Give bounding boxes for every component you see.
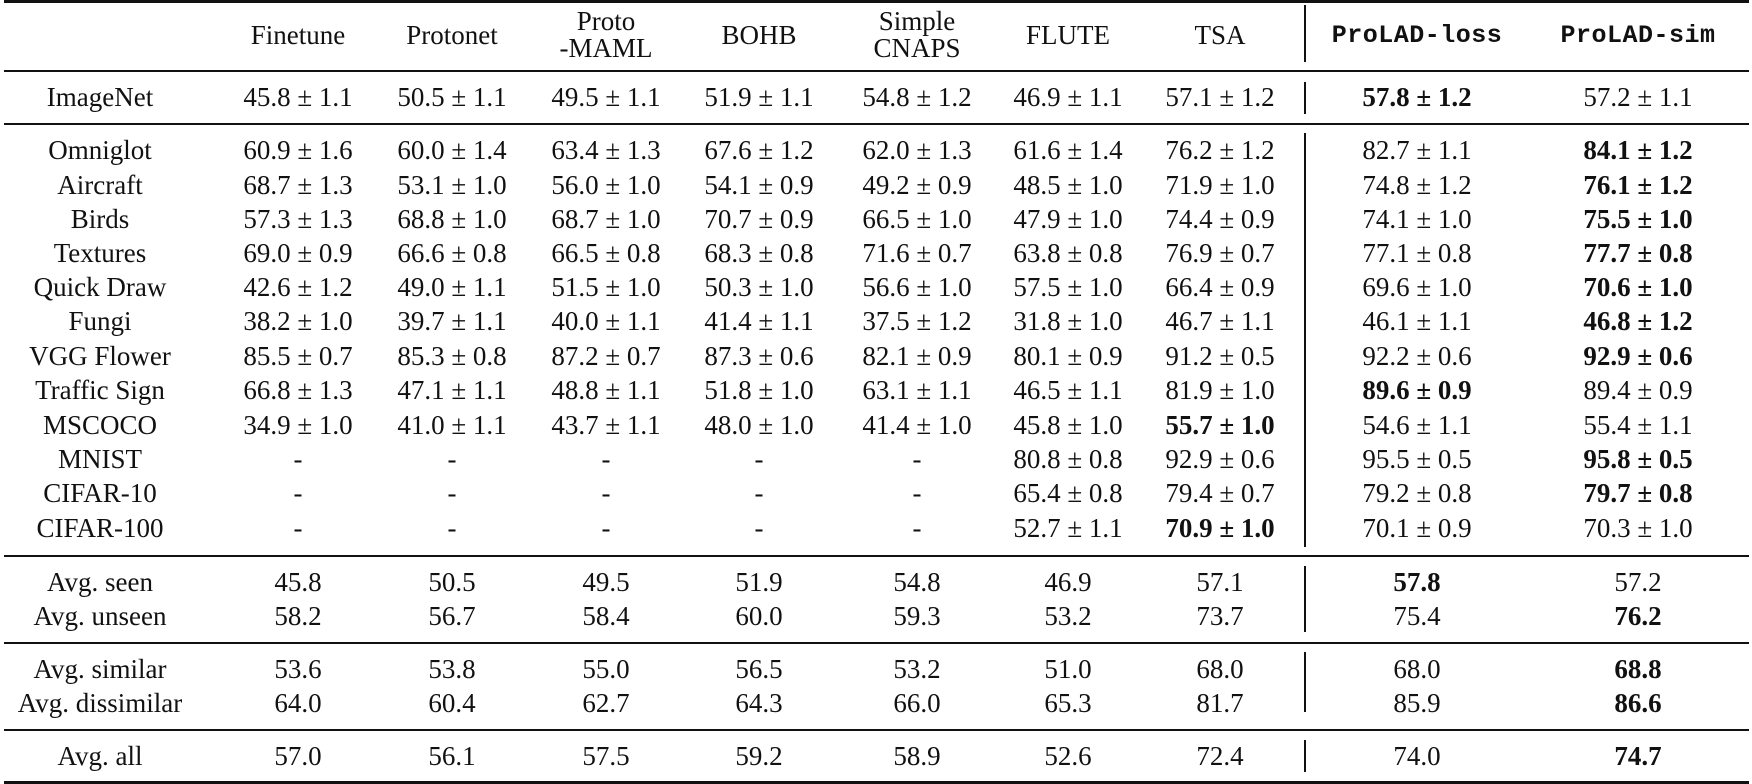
value-cell: 66.8 ± 1.3 (243, 374, 353, 405)
value-cell: - (447, 477, 457, 508)
value-cell: - (912, 477, 922, 508)
value-cell: 60.4 (428, 687, 476, 718)
value-cell: 54.6 ± 1.1 (1362, 409, 1472, 440)
value-cell: 46.5 ± 1.1 (1013, 374, 1123, 405)
value-cell: 41.4 ± 1.1 (704, 305, 814, 336)
vertical-separator (1304, 740, 1306, 772)
value-cell: 87.2 ± 0.7 (551, 340, 661, 371)
horizontal-rule (4, 123, 1749, 125)
value-cell: 57.3 ± 1.3 (243, 203, 353, 234)
best-value-cell: 57.8 ± 1.2 (1362, 81, 1472, 112)
value-cell: 55.4 ± 1.1 (1583, 409, 1693, 440)
value-cell: 82.1 ± 0.9 (862, 340, 972, 371)
value-cell: 57.5 (582, 740, 630, 771)
value-cell: 57.2 ± 1.1 (1583, 81, 1693, 112)
value-cell: 68.0 (1393, 653, 1441, 684)
value-cell: - (293, 443, 303, 474)
row-label: Fungi (68, 305, 132, 336)
row-label: Quick Draw (33, 271, 167, 302)
row-label: Omniglot (48, 134, 152, 165)
value-cell: 49.0 ± 1.1 (397, 271, 507, 302)
value-cell: 38.2 ± 1.0 (243, 305, 353, 336)
value-cell: 70.7 ± 0.9 (704, 203, 814, 234)
value-cell: 54.8 ± 1.2 (862, 81, 972, 112)
column-header (531, 0, 681, 70)
value-cell: 70.1 ± 0.9 (1362, 512, 1472, 543)
best-value-cell: 79.7 ± 0.8 (1583, 477, 1693, 508)
value-cell: 50.5 ± 1.1 (397, 81, 507, 112)
value-cell: 49.5 (582, 566, 630, 597)
value-cell: 76.9 ± 0.7 (1165, 237, 1275, 268)
column-header (993, 0, 1143, 70)
value-cell: 45.8 ± 1.1 (243, 81, 353, 112)
row-label: Textures (53, 237, 147, 268)
value-cell: 41.4 ± 1.0 (862, 409, 972, 440)
row-label: Birds (70, 203, 130, 234)
best-value-cell: 89.6 ± 0.9 (1362, 374, 1472, 405)
column-header-text (873, 8, 960, 62)
column-header-line: TSA (1194, 19, 1246, 50)
value-cell: 57.0 (274, 740, 322, 771)
value-cell: 64.0 (274, 687, 322, 718)
row-label: Avg. dissimilar (17, 687, 183, 718)
value-cell: 51.0 (1044, 653, 1092, 684)
value-cell: 71.6 ± 0.7 (862, 237, 972, 268)
value-cell: 65.4 ± 0.8 (1013, 477, 1123, 508)
value-cell: 52.6 (1044, 740, 1092, 771)
value-cell: 62.0 ± 1.3 (862, 134, 972, 165)
vertical-separator (1304, 82, 1306, 114)
value-cell: 53.2 (893, 653, 941, 684)
value-cell: 60.0 (735, 600, 783, 631)
value-cell: 73.7 (1196, 600, 1244, 631)
value-cell: 58.9 (893, 740, 941, 771)
value-cell: 53.2 (1044, 600, 1092, 631)
value-cell: 74.4 ± 0.9 (1165, 203, 1275, 234)
value-cell: - (447, 512, 457, 543)
value-cell: 42.6 ± 1.2 (243, 271, 353, 302)
value-cell: - (754, 477, 764, 508)
row-label: Avg. all (57, 740, 143, 771)
value-cell: 46.7 ± 1.1 (1165, 305, 1275, 336)
best-value-cell: 95.8 ± 0.5 (1583, 443, 1693, 474)
value-cell: 68.7 ± 1.0 (551, 203, 661, 234)
best-value-cell: 86.6 (1614, 687, 1662, 718)
value-cell: 41.0 ± 1.1 (397, 409, 507, 440)
value-cell: 63.1 ± 1.1 (862, 374, 972, 405)
value-cell: 65.3 (1044, 687, 1092, 718)
value-cell: 56.5 (735, 653, 783, 684)
value-cell: 72.4 (1196, 740, 1244, 771)
value-cell: 68.7 ± 1.3 (243, 169, 353, 200)
value-cell: 69.6 ± 1.0 (1362, 271, 1472, 302)
value-cell: 49.2 ± 0.9 (862, 169, 972, 200)
value-cell: 51.8 ± 1.0 (704, 374, 814, 405)
row-label: Avg. seen (47, 566, 153, 597)
column-header (223, 0, 373, 70)
value-cell: 50.3 ± 1.0 (704, 271, 814, 302)
column-header-text (1560, 22, 1715, 49)
value-cell: - (912, 512, 922, 543)
best-value-cell: 77.7 ± 0.8 (1583, 237, 1693, 268)
best-value-cell: 75.5 ± 1.0 (1583, 203, 1693, 234)
value-cell: - (293, 477, 303, 508)
best-value-cell: 68.8 (1614, 653, 1662, 684)
column-header (1145, 0, 1295, 70)
best-value-cell: 92.9 ± 0.6 (1583, 340, 1693, 371)
value-cell: 62.7 (582, 687, 630, 718)
value-cell: 57.1 ± 1.2 (1165, 81, 1275, 112)
value-cell: - (293, 512, 303, 543)
row-label: CIFAR-100 (36, 512, 164, 543)
value-cell: 52.7 ± 1.1 (1013, 512, 1123, 543)
best-value-cell: 46.8 ± 1.2 (1583, 305, 1693, 336)
value-cell: 51.9 (735, 566, 783, 597)
value-cell: 47.9 ± 1.0 (1013, 203, 1123, 234)
value-cell: 39.7 ± 1.1 (397, 305, 507, 336)
value-cell: 74.0 (1393, 740, 1441, 771)
value-cell: 45.8 (274, 566, 322, 597)
value-cell: 51.5 ± 1.0 (551, 271, 661, 302)
column-header-text (406, 19, 498, 50)
value-cell: 43.7 ± 1.1 (551, 409, 661, 440)
value-cell: 85.3 ± 0.8 (397, 340, 507, 371)
column-header (684, 0, 834, 70)
value-cell: 59.2 (735, 740, 783, 771)
value-cell: - (601, 477, 611, 508)
row-label: VGG Flower (29, 340, 171, 371)
value-cell: - (754, 512, 764, 543)
value-cell: 56.0 ± 1.0 (551, 169, 661, 200)
value-cell: 34.9 ± 1.0 (243, 409, 353, 440)
value-cell: 45.8 ± 1.0 (1013, 409, 1123, 440)
value-cell: 56.1 (428, 740, 476, 771)
value-cell: 58.4 (582, 600, 630, 631)
value-cell: 37.5 ± 1.2 (862, 305, 972, 336)
value-cell: 71.9 ± 1.0 (1165, 169, 1275, 200)
column-header-text (721, 19, 797, 50)
row-label: MSCOCO (42, 409, 158, 440)
column-header-text (250, 19, 346, 50)
value-cell: 46.9 ± 1.1 (1013, 81, 1123, 112)
value-cell: 56.7 (428, 600, 476, 631)
best-value-cell: 70.9 ± 1.0 (1165, 512, 1275, 543)
row-label: ImageNet (46, 81, 154, 112)
column-header-text (560, 8, 653, 62)
horizontal-rule (4, 642, 1749, 644)
value-cell: 75.4 (1393, 600, 1441, 631)
value-cell: 53.8 (428, 653, 476, 684)
column-header-line: Simple (878, 6, 956, 36)
value-cell: 68.0 (1196, 653, 1244, 684)
value-cell: 79.4 ± 0.7 (1165, 477, 1275, 508)
value-cell: 60.0 ± 1.4 (397, 134, 507, 165)
best-value-cell: 76.1 ± 1.2 (1583, 169, 1693, 200)
column-header (842, 0, 992, 70)
horizontal-rule (4, 70, 1749, 72)
value-cell: - (601, 512, 611, 543)
value-cell: - (447, 443, 457, 474)
value-cell: 80.8 ± 0.8 (1013, 443, 1123, 474)
vertical-separator (1304, 5, 1306, 62)
value-cell: 56.6 ± 1.0 (862, 271, 972, 302)
column-header-text (1194, 19, 1246, 50)
best-value-cell: 84.1 ± 1.2 (1583, 134, 1693, 165)
value-cell: 60.9 ± 1.6 (243, 134, 353, 165)
value-cell: 92.2 ± 0.6 (1362, 340, 1472, 371)
value-cell: 69.0 ± 0.9 (243, 237, 353, 268)
vertical-separator (1304, 133, 1306, 547)
best-value-cell: 74.7 (1614, 740, 1662, 771)
value-cell: 68.3 ± 0.8 (704, 237, 814, 268)
value-cell: 63.4 ± 1.3 (551, 134, 661, 165)
value-cell: 85.9 (1393, 687, 1441, 718)
column-header-line: FLUTE (1026, 19, 1110, 50)
value-cell: 48.5 ± 1.0 (1013, 169, 1123, 200)
best-value-cell: 70.6 ± 1.0 (1583, 271, 1693, 302)
row-label: MNIST (57, 443, 142, 474)
value-cell: 55.0 (582, 653, 630, 684)
value-cell: 53.1 ± 1.0 (397, 169, 507, 200)
value-cell: 80.1 ± 0.9 (1013, 340, 1123, 371)
value-cell: 74.1 ± 1.0 (1362, 203, 1472, 234)
vertical-separator (1304, 566, 1306, 632)
row-label: Aircraft (57, 169, 143, 200)
value-cell: 58.2 (274, 600, 322, 631)
horizontal-rule (4, 555, 1749, 557)
value-cell: 53.6 (274, 653, 322, 684)
best-value-cell: 76.2 (1614, 600, 1662, 631)
row-label: Avg. unseen (33, 600, 167, 631)
column-header-line: ProLAD-sim (1560, 20, 1716, 50)
value-cell: 66.6 ± 0.8 (397, 237, 507, 268)
value-cell: 82.7 ± 1.1 (1362, 134, 1472, 165)
best-value-cell: 55.7 ± 1.0 (1165, 409, 1275, 440)
value-cell: 48.8 ± 1.1 (551, 374, 661, 405)
column-header-line: CNAPS (873, 33, 961, 63)
value-cell: 77.1 ± 0.8 (1362, 237, 1472, 268)
horizontal-rule (4, 729, 1749, 731)
value-cell: 81.9 ± 1.0 (1165, 374, 1275, 405)
value-cell: 92.9 ± 0.6 (1165, 443, 1275, 474)
value-cell: 95.5 ± 0.5 (1362, 443, 1472, 474)
row-label: CIFAR-10 (43, 477, 157, 508)
column-header (1528, 0, 1748, 70)
value-cell: 66.5 ± 1.0 (862, 203, 972, 234)
column-header (377, 0, 527, 70)
value-cell: 67.6 ± 1.2 (704, 134, 814, 165)
value-cell: 79.2 ± 0.8 (1362, 477, 1472, 508)
value-cell: 54.8 (893, 566, 941, 597)
value-cell: 40.0 ± 1.1 (551, 305, 661, 336)
value-cell: 66.5 ± 0.8 (551, 237, 661, 268)
value-cell: 74.8 ± 1.2 (1362, 169, 1472, 200)
value-cell: 70.3 ± 1.0 (1583, 512, 1693, 543)
column-header-line: -MAML (559, 33, 653, 63)
column-header-text (1026, 19, 1110, 50)
row-label: Avg. similar (33, 653, 167, 684)
column-header-line: Proto (576, 6, 636, 36)
column-header-text (1332, 22, 1503, 49)
value-cell: 61.6 ± 1.4 (1013, 134, 1123, 165)
value-cell: 89.4 ± 0.9 (1583, 374, 1693, 405)
row-label: Traffic Sign (35, 374, 165, 405)
value-cell: 54.1 ± 0.9 (704, 169, 814, 200)
column-header (1307, 0, 1527, 70)
value-cell: 50.5 (428, 566, 476, 597)
value-cell: 57.2 (1614, 566, 1662, 597)
vertical-separator (1304, 652, 1306, 712)
best-value-cell: 57.8 (1393, 566, 1441, 597)
column-header-line: ProLAD-loss (1331, 20, 1503, 50)
column-header-line: Finetune (250, 19, 346, 50)
value-cell: 57.1 (1196, 566, 1244, 597)
column-header-line: Protonet (406, 19, 498, 50)
value-cell: 59.3 (893, 600, 941, 631)
value-cell: 64.3 (735, 687, 783, 718)
value-cell: 66.0 (893, 687, 941, 718)
value-cell: 46.9 (1044, 566, 1092, 597)
value-cell: - (754, 443, 764, 474)
value-cell: 85.5 ± 0.7 (243, 340, 353, 371)
value-cell: 66.4 ± 0.9 (1165, 271, 1275, 302)
value-cell: 76.2 ± 1.2 (1165, 134, 1275, 165)
value-cell: 91.2 ± 0.5 (1165, 340, 1275, 371)
value-cell: 49.5 ± 1.1 (551, 81, 661, 112)
value-cell: 46.1 ± 1.1 (1362, 305, 1472, 336)
value-cell: 87.3 ± 0.6 (704, 340, 814, 371)
value-cell: - (912, 443, 922, 474)
value-cell: 68.8 ± 1.0 (397, 203, 507, 234)
value-cell: - (601, 443, 611, 474)
value-cell: 47.1 ± 1.1 (397, 374, 507, 405)
value-cell: 63.8 ± 0.8 (1013, 237, 1123, 268)
value-cell: 57.5 ± 1.0 (1013, 271, 1123, 302)
value-cell: 51.9 ± 1.1 (704, 81, 814, 112)
value-cell: 48.0 ± 1.0 (704, 409, 814, 440)
value-cell: 81.7 (1196, 687, 1244, 718)
column-header-line: BOHB (721, 19, 797, 50)
value-cell: 31.8 ± 1.0 (1013, 305, 1123, 336)
